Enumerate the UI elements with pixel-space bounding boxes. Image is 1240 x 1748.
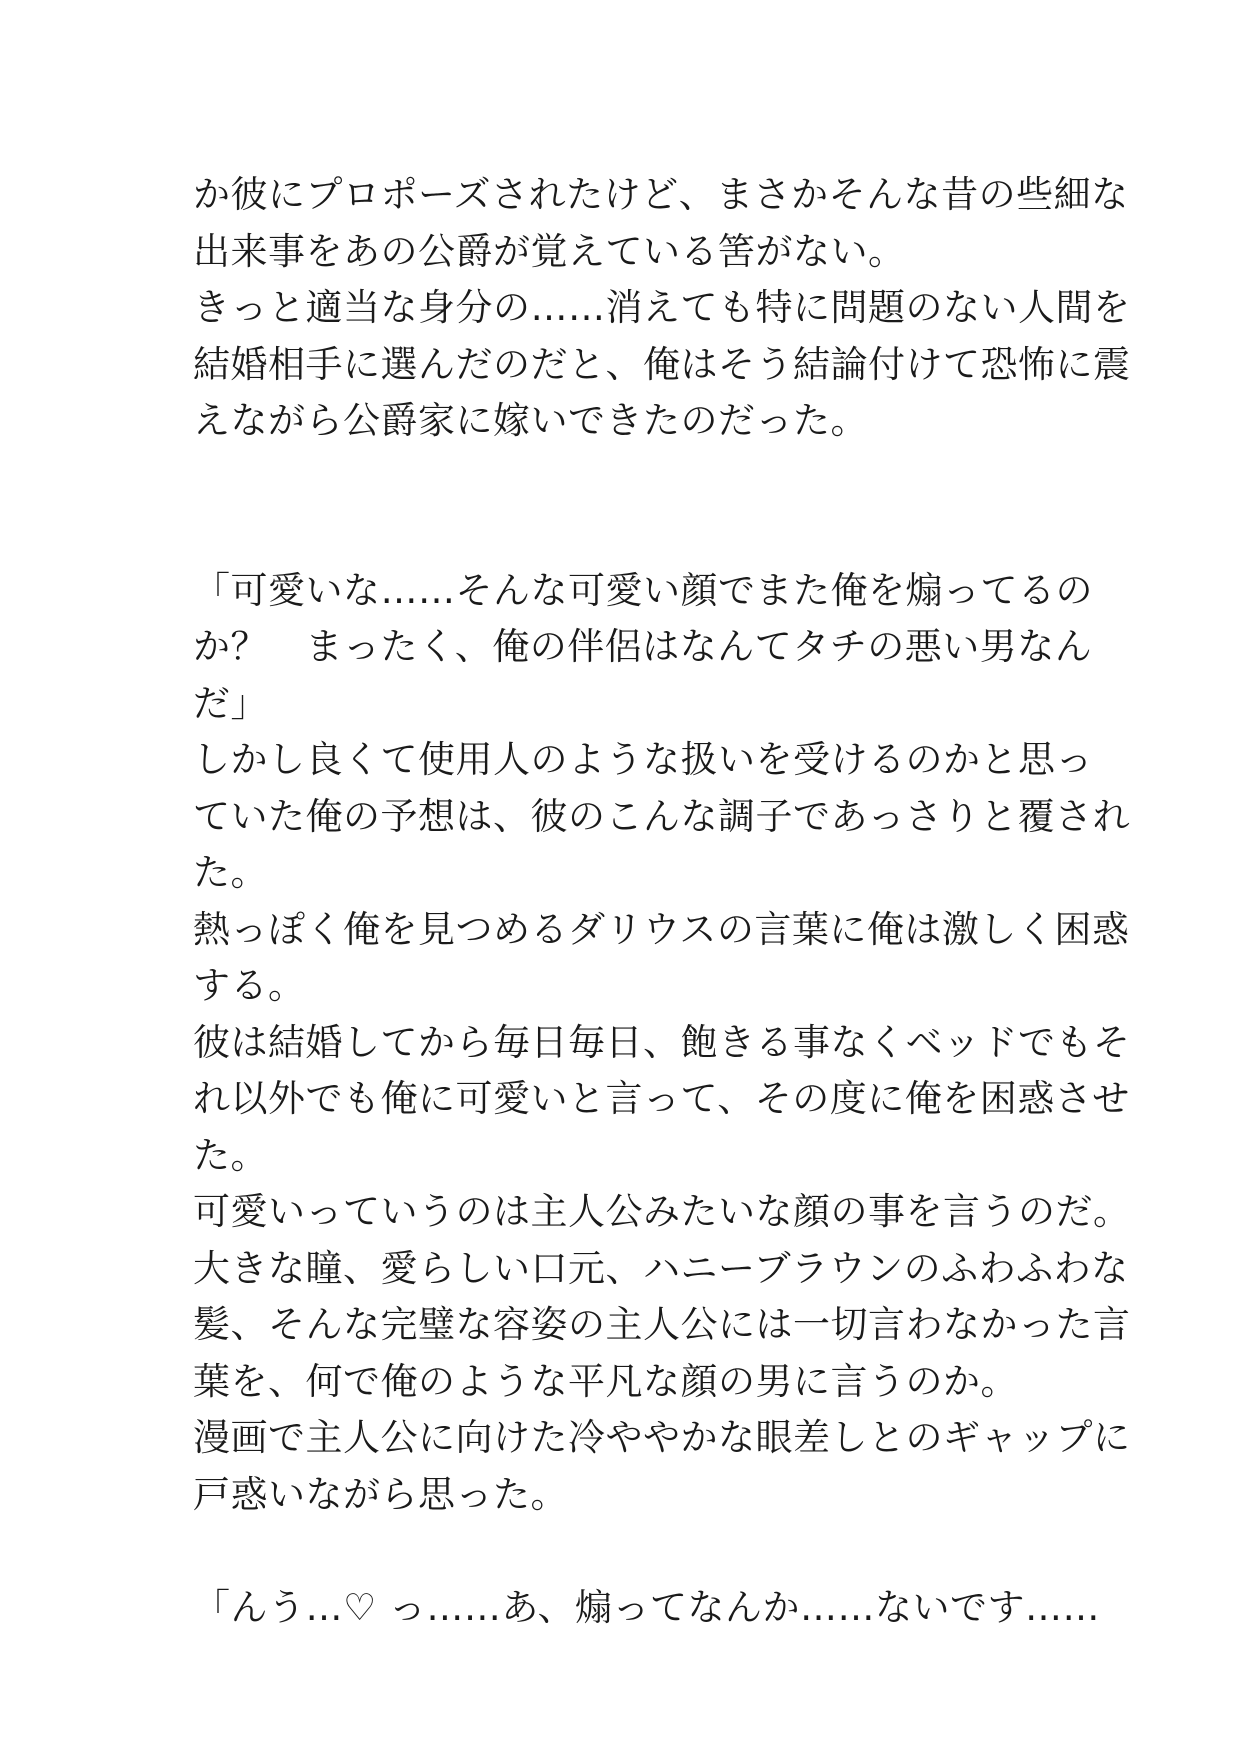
text-line: きっと適当な身分の……消えても特に問題のない人間を: [193, 286, 1131, 329]
text-line: た。: [193, 851, 268, 894]
text-line: 大きな瞳、愛らしい口元、ハニーブラウンのふわふわな: [193, 1246, 1129, 1290]
text-line: 可愛いっていうのは主人公みたいな顔の事を言うのだ。: [193, 1190, 1131, 1233]
text-line: 戸惑いながら思った。: [193, 1472, 568, 1516]
blank-line: [193, 450, 1073, 507]
body-text: [193, 167, 1131, 1636]
text-line: えながら公爵家に嫁いできたのだった。: [193, 399, 868, 442]
text-line: か彼にプロポーズされたけど、まさかそんな昔の些細な: [193, 173, 1129, 216]
blank-line: [193, 1523, 1073, 1580]
text-line: 出来事をあの公爵が覚えている筈がない。: [193, 229, 906, 273]
text-line: 結婚相手に選んだのだと、俺はそう結論付けて恐怖に震: [193, 342, 1131, 386]
text-line: た。: [193, 1133, 268, 1177]
text-line: 熱っぽく俺を見つめるダリウスの言葉に俺は激しく困惑: [193, 907, 1130, 951]
dialogue-line: か？ まったく、俺の伴侶はなんてタチの悪い男なん: [193, 625, 1093, 668]
text-line: 髪、そんな完璧な容姿の主人公には一切言わなかった言: [193, 1303, 1131, 1346]
text-line: れ以外でも俺に可愛いと言って、その度に俺を困惑させ: [193, 1077, 1130, 1120]
text-line: 漫画で主人公に向けた冷ややかな眼差しとのギャップに: [193, 1416, 1131, 1459]
text-line: しかし良くて使用人のような扱いを受けるのかと思っ: [193, 738, 1093, 781]
dialogue-line: 「んう…♡ っ……あ、煽ってなんか……ないです……: [193, 1585, 1100, 1629]
dialogue-line: 「可愛いな……そんな可愛い顔でまた俺を煽ってるの: [193, 568, 1093, 612]
text-line: する。: [193, 964, 306, 1007]
text-line: 彼は結婚してから毎日毎日、飽きる事なくベッドでもそ: [193, 1020, 1131, 1064]
text-line: ていた俺の予想は、彼のこんな調子であっさりと覆され: [193, 794, 1131, 838]
blank-line: [193, 506, 1073, 563]
dialogue-line: だ」: [193, 681, 268, 725]
text-line: 葉を、何で俺のような平凡な顔の男に言うのか。: [193, 1359, 1018, 1403]
